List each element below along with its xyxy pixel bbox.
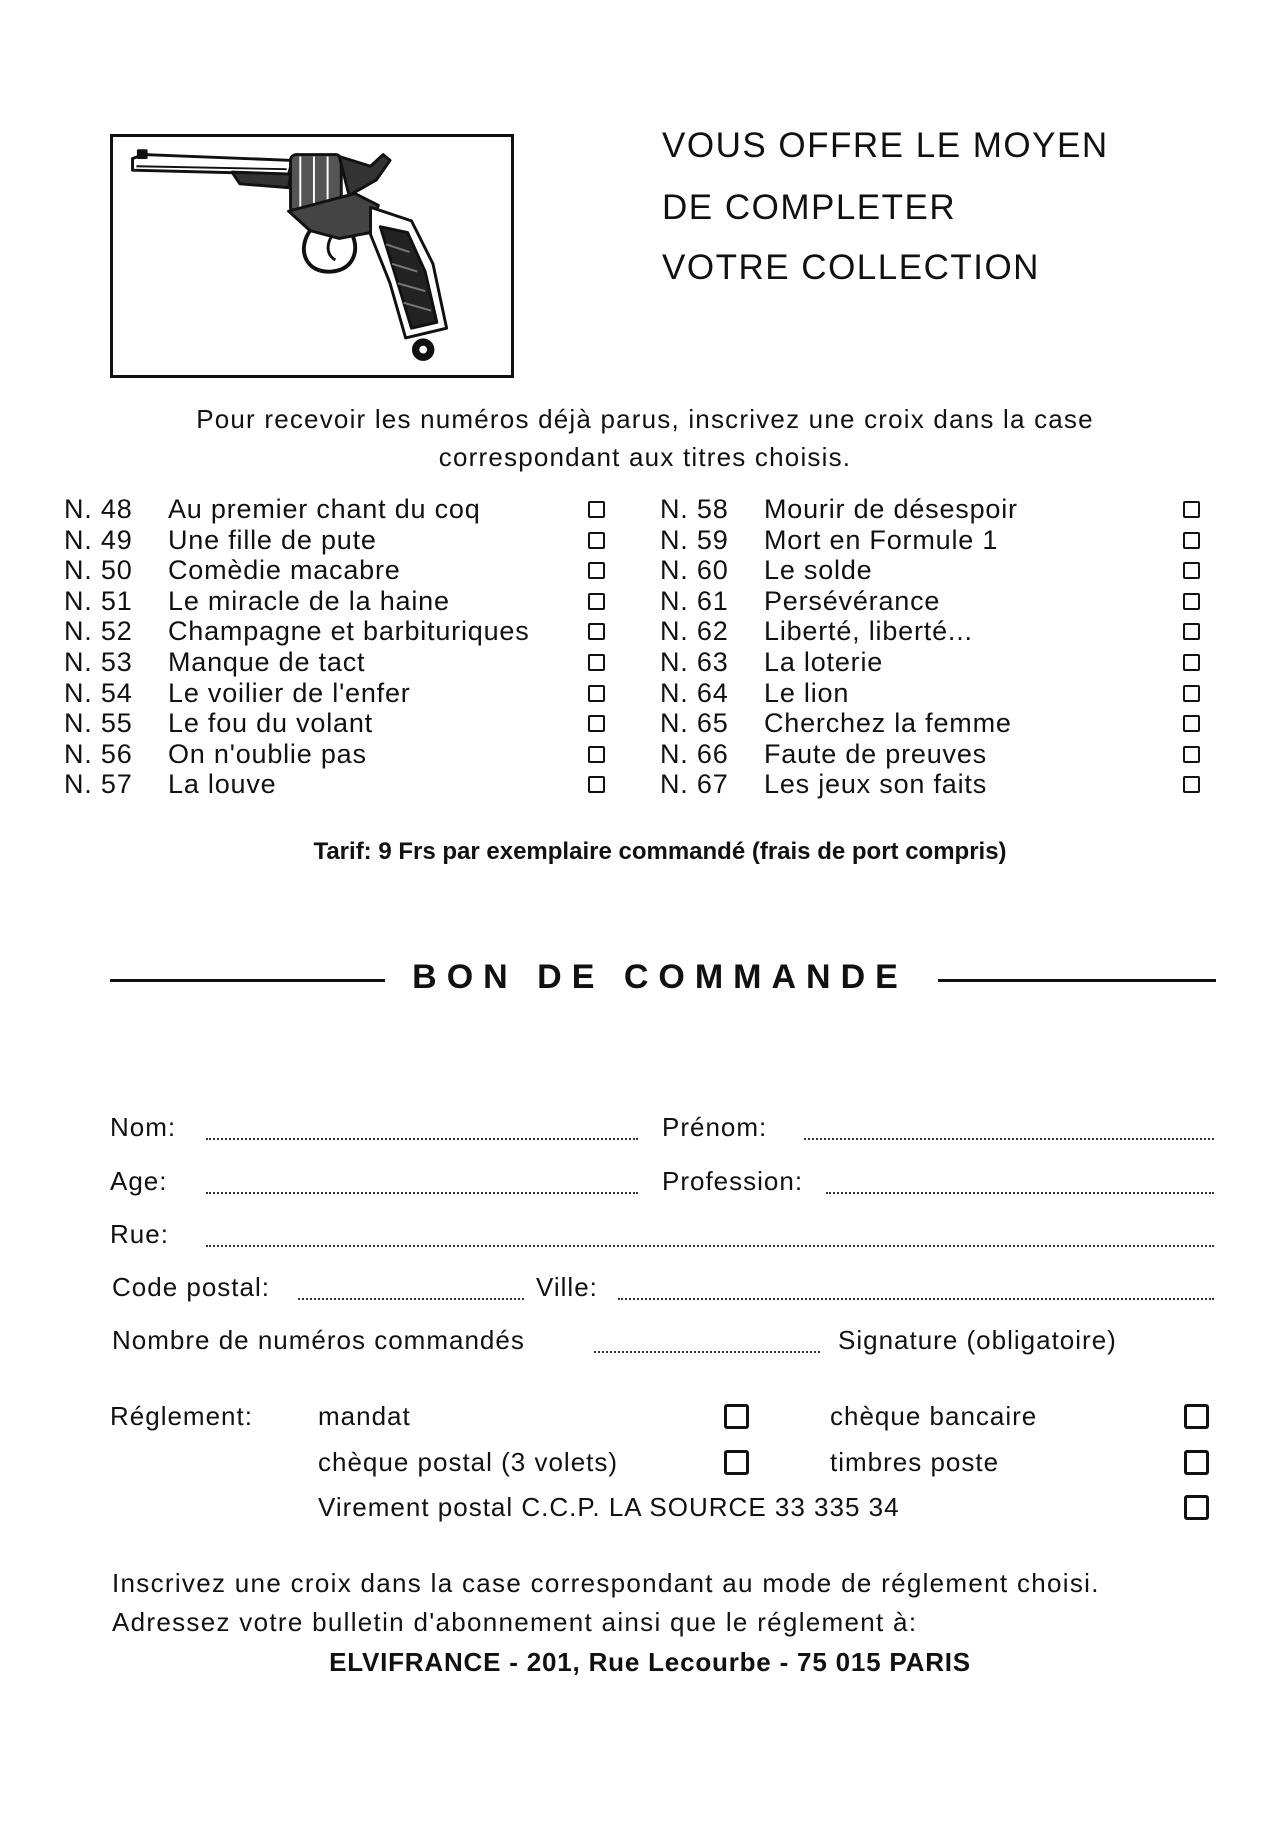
issue-row xyxy=(660,555,1220,586)
headline-line-1: VOUS OFFRE LE MOYEN xyxy=(662,126,1109,165)
issue-number: N. 63 xyxy=(660,646,729,677)
issue-row xyxy=(64,769,624,800)
issue-row xyxy=(64,678,624,709)
virement-label: Virement postal C.C.P. LA SOURCE 33 335 34 xyxy=(318,1492,900,1522)
profession-field[interactable] xyxy=(826,1192,1214,1194)
issue-checkbox[interactable] xyxy=(1183,562,1200,579)
issue-number: N. 59 xyxy=(660,524,729,555)
issue-title: La louve xyxy=(168,769,277,800)
issue-title: Manque de tact xyxy=(168,646,366,677)
issue-checkbox[interactable] xyxy=(1183,654,1200,671)
issue-row xyxy=(64,616,624,647)
rue-label: Rue: xyxy=(110,1219,169,1249)
revolver-illustration xyxy=(110,134,514,378)
issue-checkbox[interactable] xyxy=(588,746,605,763)
issue-title: Mourir de désespoir xyxy=(764,494,1018,524)
issue-checkbox[interactable] xyxy=(1183,746,1200,763)
issue-number: N. 65 xyxy=(660,708,729,739)
rue-field[interactable] xyxy=(206,1245,1214,1247)
nom-field[interactable] xyxy=(206,1138,638,1140)
issue-checkbox[interactable] xyxy=(1183,776,1200,793)
issue-title: Le lion xyxy=(764,677,850,708)
ville-field[interactable] xyxy=(618,1298,1214,1300)
issue-title: Faute de preuves xyxy=(764,738,987,769)
intro-line-2: correspondant aux titres choisis. xyxy=(438,442,852,472)
issue-checkbox[interactable] xyxy=(588,593,605,610)
issue-checkbox[interactable] xyxy=(1183,715,1200,732)
issue-row xyxy=(64,494,624,525)
issue-number: N. 67 xyxy=(660,769,729,800)
code-postal-label: Code postal: xyxy=(112,1272,270,1302)
issue-checkbox[interactable] xyxy=(588,501,605,518)
issue-checkbox[interactable] xyxy=(1183,623,1200,640)
issue-row xyxy=(64,525,624,556)
cheque-postal-label: chèque postal (3 volets) xyxy=(318,1447,619,1477)
issue-row xyxy=(64,555,624,586)
order-form-title: BON DE COMMANDE xyxy=(412,958,908,996)
issue-title: Comèdie macabre xyxy=(168,555,401,586)
issue-checkbox[interactable] xyxy=(588,532,605,549)
virement-checkbox[interactable] xyxy=(1184,1495,1209,1520)
issue-checkbox[interactable] xyxy=(588,623,605,640)
nom-label: Nom: xyxy=(110,1112,177,1142)
issue-row xyxy=(64,647,624,678)
code-postal-field[interactable] xyxy=(298,1298,524,1300)
issue-number: N. 66 xyxy=(660,738,729,769)
issue-number: N. 64 xyxy=(660,677,729,708)
issue-title: Le voilier de l'enfer xyxy=(168,677,411,708)
issue-title: Le miracle de la haine xyxy=(168,585,450,616)
issue-title: Le solde xyxy=(764,555,873,586)
issue-checkbox[interactable] xyxy=(588,685,605,702)
issue-number: N. 58 xyxy=(660,494,729,524)
issue-row xyxy=(660,769,1220,800)
issue-checkbox[interactable] xyxy=(1183,593,1200,610)
timbres-poste-label: timbres poste xyxy=(830,1447,1000,1477)
issue-number: N. 52 xyxy=(64,616,133,647)
issue-row xyxy=(660,525,1220,556)
price-note: Tarif: 9 Frs par exemplaire commandé (frais de port compris) xyxy=(313,838,1007,865)
issue-title: Liberté, liberté... xyxy=(764,616,973,647)
headline-line-2: DE COMPLETER xyxy=(662,188,957,227)
issue-number: N. 61 xyxy=(660,585,729,616)
issue-title: Mort en Formule 1 xyxy=(764,524,999,555)
prenom-label: Prénom: xyxy=(662,1112,768,1142)
divider-right xyxy=(938,979,1216,982)
ville-label: Ville: xyxy=(536,1272,598,1302)
issue-row xyxy=(660,647,1220,678)
issue-checkbox[interactable] xyxy=(1183,685,1200,702)
issue-number: N. 50 xyxy=(64,555,133,586)
issue-number: N. 56 xyxy=(64,738,133,769)
issue-list-right xyxy=(660,494,1220,800)
issue-title: Les jeux son faits xyxy=(764,769,988,800)
issue-number: N. 60 xyxy=(660,555,729,586)
prenom-field[interactable] xyxy=(804,1138,1214,1140)
cheque-bancaire-label: chèque bancaire xyxy=(830,1401,1038,1431)
cheque-bancaire-checkbox[interactable] xyxy=(1184,1404,1209,1429)
payment-label: Réglement: xyxy=(110,1401,253,1431)
divider-left xyxy=(110,979,385,982)
issue-title: Persévérance xyxy=(764,585,941,616)
issue-checkbox[interactable] xyxy=(588,715,605,732)
cheque-postal-checkbox[interactable] xyxy=(724,1450,749,1475)
timbres-poste-checkbox[interactable] xyxy=(1184,1450,1209,1475)
profession-label: Profession: xyxy=(662,1166,804,1196)
issue-row xyxy=(660,739,1220,770)
issue-checkbox[interactable] xyxy=(588,654,605,671)
footer-send-to: Adressez votre bulletin d'abonnement ainsi que le réglement à: xyxy=(112,1607,918,1637)
footer-instruction: Inscrivez une croix dans la case correspondant au mode de réglement choisi. xyxy=(112,1568,1100,1598)
issue-row xyxy=(660,586,1220,617)
issue-row xyxy=(660,708,1220,739)
mandat-checkbox[interactable] xyxy=(724,1404,749,1429)
signature-label: Signature (obligatoire) xyxy=(838,1325,1117,1355)
issue-checkbox[interactable] xyxy=(1183,501,1200,518)
issue-row xyxy=(64,739,624,770)
issue-checkbox[interactable] xyxy=(588,562,605,579)
issue-row xyxy=(64,708,624,739)
issue-row xyxy=(64,586,624,617)
nombre-label: Nombre de numéros commandés xyxy=(112,1325,525,1355)
issue-number: N. 53 xyxy=(64,646,133,677)
issue-number: N. 55 xyxy=(64,708,133,739)
nombre-field[interactable] xyxy=(594,1351,820,1353)
issue-title: La loterie xyxy=(764,646,884,677)
issue-row xyxy=(660,678,1220,709)
mailing-address: ELVIFRANCE - 201, Rue Lecourbe - 75 015 PARIS xyxy=(329,1647,971,1677)
issue-number: N. 48 xyxy=(64,494,133,524)
issue-checkbox[interactable] xyxy=(1183,532,1200,549)
issue-checkbox[interactable] xyxy=(588,776,605,793)
issue-number: N. 62 xyxy=(660,616,729,647)
issue-title: Champagne et barbituriques xyxy=(168,616,530,647)
issue-title: On n'oublie pas xyxy=(168,738,367,769)
issue-list-left xyxy=(64,494,624,800)
revolver-drawing xyxy=(113,137,511,375)
intro-line-1: Pour recevoir les numéros déjà parus, inscrivez une croix dans la case xyxy=(196,404,1094,434)
issue-row xyxy=(660,616,1220,647)
issue-title: Cherchez la femme xyxy=(764,708,1012,739)
mandat-label: mandat xyxy=(318,1401,411,1431)
issue-row xyxy=(660,494,1220,525)
issue-number: N. 51 xyxy=(64,585,133,616)
issue-number: N. 54 xyxy=(64,677,133,708)
headline-line-3: VOTRE COLLECTION xyxy=(662,248,1040,287)
age-field[interactable] xyxy=(206,1192,638,1194)
issue-title: Une fille de pute xyxy=(168,524,377,555)
issue-title: Au premier chant du coq xyxy=(168,494,481,524)
issue-number: N. 49 xyxy=(64,524,133,555)
age-label: Age: xyxy=(110,1166,168,1196)
issue-title: Le fou du volant xyxy=(168,708,373,739)
issue-number: N. 57 xyxy=(64,769,133,800)
